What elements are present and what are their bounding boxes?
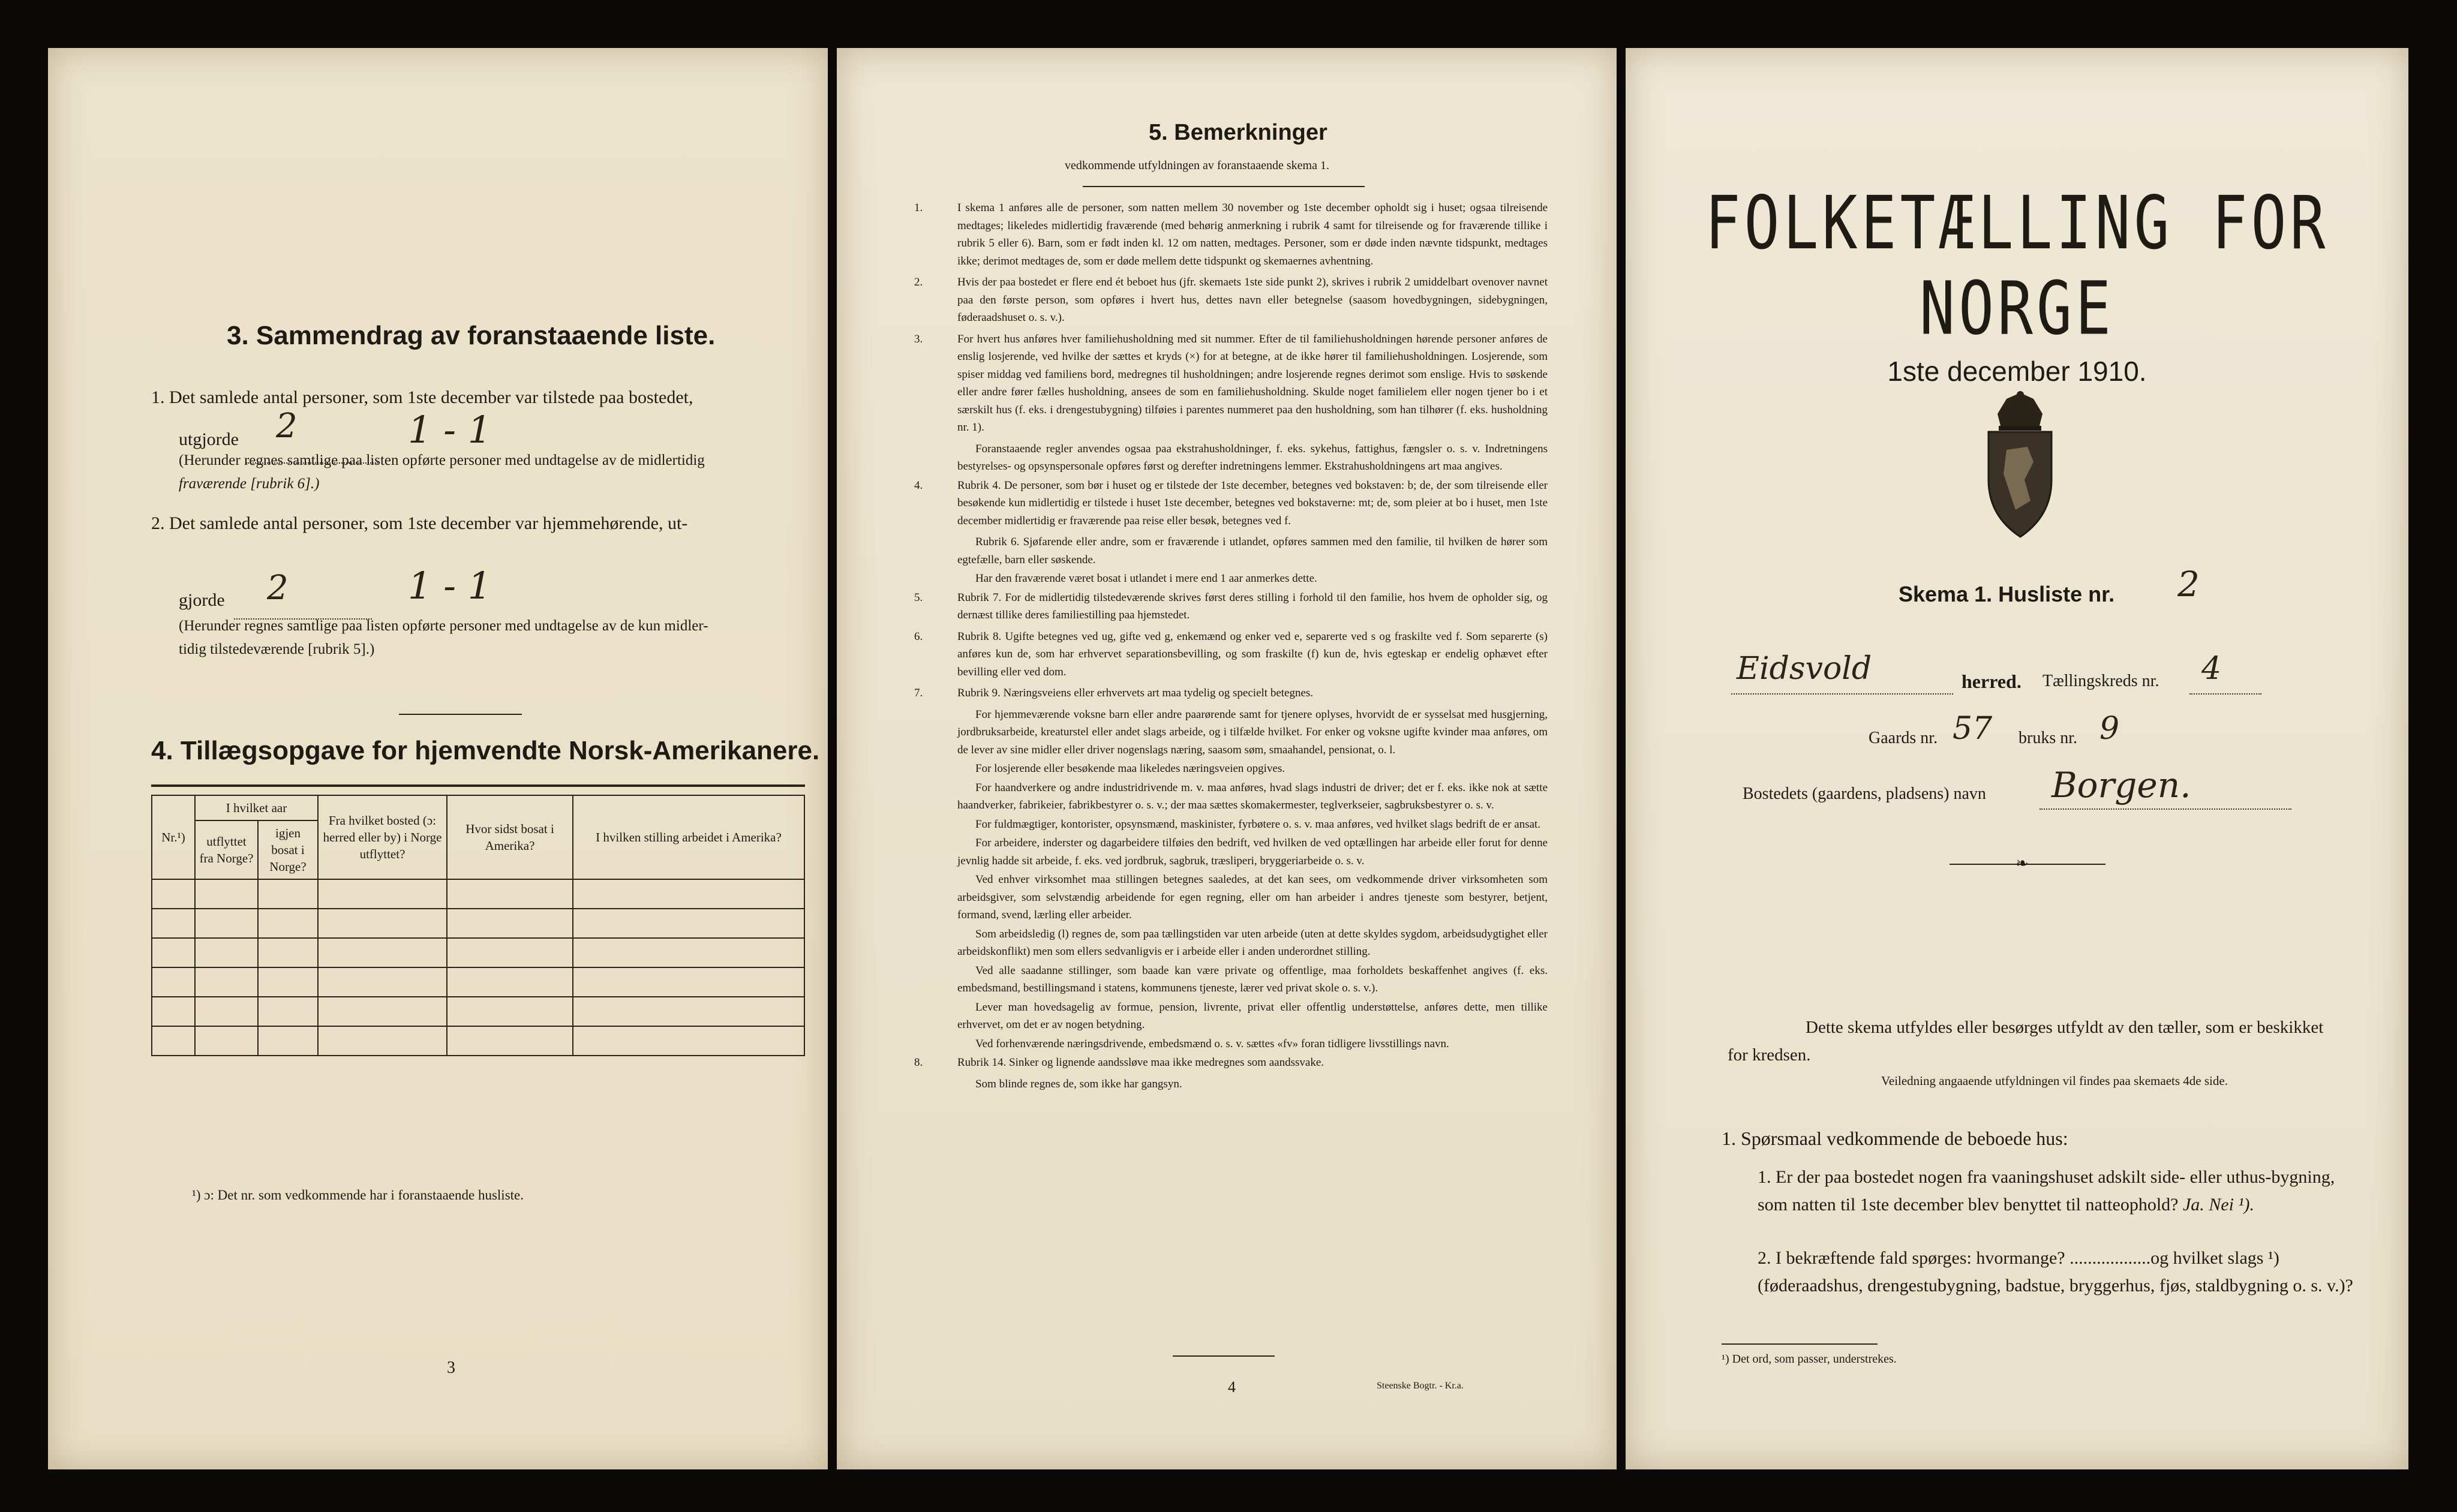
table-row bbox=[152, 1026, 804, 1056]
remark-item bbox=[936, 779, 1548, 814]
remark-number: 3. bbox=[914, 332, 923, 345]
item-1-handwritten-value: 2 bbox=[276, 407, 298, 446]
norway-coat-of-arms-icon bbox=[1974, 390, 2066, 540]
remark-item bbox=[914, 684, 1548, 702]
remark-text: For fuldmægtiger, kontorister, opsynsmænd, maskinister, fyrbøtere o. s. v. maa anføres, ved hvilket slags bedrift de er ansat. bbox=[975, 817, 1541, 831]
husliste-nr-value: 2 bbox=[2177, 564, 2200, 605]
question-1: 1. Er der paa bostedet nogen fra vaaningshuset adskilt side- eller uthus-bygning, som natten til 1ste december blev benyttet til natteophold? Ja. Nei ¹). bbox=[1758, 1167, 2335, 1215]
instruction-note: Veiledning angaaende utfyldningen vil findes paa skemaets 4de side. bbox=[1881, 1074, 2228, 1088]
col-from-place: Fra hvilket bosted (ɔ: herred eller by) i Norge utflyttet? bbox=[318, 795, 447, 879]
item-2-gjorde-label: gjorde bbox=[179, 590, 225, 610]
remark-item bbox=[914, 628, 1548, 681]
remark-item bbox=[914, 199, 1548, 270]
bruks-value: 9 bbox=[2099, 711, 2120, 747]
remark-item bbox=[936, 760, 1548, 778]
remark-text: Ved forhenværende næringsdrivende, embedsmænd o. s. v. sættes «fv» foran tidligere livsstillings navn. bbox=[975, 1037, 1449, 1050]
remark-text: Rubrik 14. Sinker og lignende aandssløve maa ikke medregnes som aandssvake. bbox=[957, 1056, 1324, 1069]
remark-item bbox=[936, 871, 1548, 924]
remarks-list bbox=[914, 199, 1548, 1094]
remarks-end-rule bbox=[1173, 1355, 1275, 1357]
section-4-footnote: ¹) ɔ: Det nr. som vedkommende har i foranstaaende husliste. bbox=[192, 1188, 524, 1203]
bosted-label: Bostedets (gaardens, pladsens) navn bbox=[1743, 784, 1986, 803]
remark-text: Foranstaaende regler anvendes ogsaa paa ekstrahusholdninger, f. eks. sykehus, fattighus, fængsler o. s. v. Indretningens bestyrelses- og opsynspersonale opføres først og derefter indretningens lemmer. Ekstrahusholdningens art maa angives. bbox=[957, 442, 1548, 473]
question-2: 2. I bekræftende fald spørges: hvormange? ..................og hvilket slags ¹) (føderaadshus, drengestubygning, badstue, bryggerhus, fjøs, staldbygning o. s. v.)? bbox=[1758, 1248, 2353, 1295]
remark-item bbox=[936, 834, 1548, 870]
remark-text: Rubrik 4. De personer, som bør i huset og er tilstede der 1ste december, betegnes ved bokstaven: b; de, der som tilreisende eller besøkende kun midlertidig er tilstede i huset 1ste december, betegnes ved bokstaverne: mt; de, som pleier at bo i huset, men 1ste december midlertidig er fraværende paa reise eller besøk, betegnes ved f. bbox=[957, 479, 1548, 527]
ornament-icon: ❧ bbox=[2016, 855, 2029, 872]
remark-item bbox=[914, 589, 1548, 624]
remark-text: Hvis der paa bostedet er flere end ét beboet hus (jfr. skemaets 1ste side punkt 2), skrives i rubrik 2 umiddelbart ovenover navnet paa den første person, som opføres i hvert hus, dettes navn eller betegnelse (saasom hovedbygningen, sidebygningen, føderaadshuset o. s. v.). bbox=[957, 276, 1548, 324]
remark-item bbox=[914, 273, 1548, 327]
remark-item bbox=[914, 1054, 1548, 1072]
table-row bbox=[152, 879, 804, 909]
herred-label: herred. bbox=[1962, 671, 2022, 692]
kreds-value: 4 bbox=[2201, 651, 2222, 687]
table-row bbox=[152, 909, 804, 938]
section-3-title: 3. Sammendrag av foranstaaende liste. bbox=[227, 321, 716, 350]
table-row bbox=[152, 938, 804, 967]
remark-item bbox=[936, 816, 1548, 834]
remarks-title-rule bbox=[1083, 186, 1365, 187]
remark-text: For losjerende eller besøkende maa likeledes næringsveien opgives. bbox=[975, 762, 1285, 775]
remark-text: Som blinde regnes de, som ikke har gangsyn. bbox=[975, 1077, 1182, 1090]
col-last-residence: Hvor sidst bosat i Amerika? bbox=[447, 795, 573, 879]
remark-item bbox=[914, 330, 1548, 437]
gaards-value: 57 bbox=[1953, 711, 1993, 747]
question-1-answer: Ja. Nei ¹). bbox=[2182, 1195, 2254, 1215]
item-1-handwritten-mark: 1 - 1 bbox=[408, 408, 492, 452]
remark-text: For arbeidere, inderster og dagarbeidere tilføies den bedrift, ved hvilken de ved optællingen har arbeide eller forut for denne jevnlig hadde sit arbeide, f. eks. ved jordbruk, sagbruk, træsliperi, bryggeriarbeide o. s. v. bbox=[957, 837, 1548, 867]
section-3-item-1: 1. Det samlede antal personer, som 1ste december var tilstede paa bostedet, bbox=[151, 387, 693, 407]
remark-item bbox=[936, 1035, 1548, 1053]
kreds-label: Tællingskreds nr. bbox=[2043, 672, 2159, 690]
page-number-3: 3 bbox=[447, 1358, 455, 1377]
page-1 bbox=[1626, 48, 2408, 1469]
item-1-note-line-2: fraværende [rubrik 6].) bbox=[179, 476, 320, 492]
item-2-note-line-1: (Herunder regnes samtlige paa listen opførte personer med undtagelse av de kun midler- bbox=[179, 618, 708, 634]
remark-text: Lever man hovedsagelig av formue, pension, livrente, privat eller offentlig understøttelse, anføres dette, men tillike erhvervet, om det er av nogen betydning. bbox=[957, 1000, 1548, 1031]
section-4-rule bbox=[151, 784, 805, 787]
remark-item bbox=[936, 570, 1548, 588]
norsk-amerikanere-table bbox=[151, 795, 805, 1056]
remark-item bbox=[936, 999, 1548, 1034]
remark-text: Rubrik 8. Ugifte betegnes ved ug, gifte ved g, enkemænd og enker ved e, separerte ved s og fraskilte ved f. Som separerte (s) anføres kun de, som har erhvervet separationsbevilling, og som fraskilte (f) kun de, hvis egteskap er endelig ophævet efter bevilling eller ved dom. bbox=[957, 630, 1548, 678]
remark-item bbox=[936, 1075, 1548, 1093]
remark-text: Ved alle saadanne stillinger, som baade kan være private og offentlige, maa forholdets beskaffenhet angives (f. eks. embedsmand, bestillingsmand i statens, kommunens tjeneste, lærer ved privat skole o. s. v.). bbox=[957, 964, 1548, 994]
main-title: FOLKETÆLLING FOR NORGE bbox=[1705, 181, 2329, 352]
remark-text: Som arbeidsledig (l) regnes de, som paa tællingstiden var uten arbeide (uten at dette skyldes sygdom, arbeidsudygtighet eller arbeidskonflikt) men som ellers sedvanligvis er i arbeide eller i anden underordnet stilling. bbox=[957, 927, 1548, 958]
remarks-subtitle: vedkommende utfyldningen av foranstaaende skema 1. bbox=[1065, 159, 1329, 172]
bruks-label: bruks nr. bbox=[2019, 729, 2077, 747]
section-3-item-2: 2. Det samlede antal personer, som 1ste december var hjemmehørende, ut- bbox=[151, 513, 688, 533]
item-2-handwritten-value: 2 bbox=[267, 569, 289, 608]
page-number-4: 4 bbox=[1228, 1378, 1236, 1396]
remark-item bbox=[936, 962, 1548, 997]
col-emigrated: utflyttet fra Norge? bbox=[195, 820, 258, 879]
remark-number: 1. bbox=[914, 202, 923, 214]
page-1-footnote: ¹) Det ord, som passer, understrekes. bbox=[1722, 1352, 1897, 1366]
remark-number: 6. bbox=[914, 630, 923, 643]
col-returned: igjen bosat i Norge? bbox=[258, 820, 318, 879]
remark-text: For haandverkere og andre industridrivende m. v. maa anføres, hvad slags industri de driver; det er f. eks. ikke nok at sætte haandverker, fabrikeier, fabrikbestyrer o. s. v.; der maa sættes skomakermester, teglverkseier, sagbruksbestyrer o. s. v. bbox=[957, 781, 1548, 811]
remark-item bbox=[936, 533, 1548, 569]
remark-text: Rubrik 9. Næringsveiens eller erhvervets art maa tydelig og specielt betegnes. bbox=[957, 687, 1314, 699]
gaards-label: Gaards nr. bbox=[1869, 729, 1938, 747]
remark-text: Rubrik 7. For de midlertidig tilstedeværende skrives først deres stilling i forhold til den familie, hos hvem de opholder sig, og dernæst tillike deres familiestilling paa hjemstedet. bbox=[957, 591, 1548, 621]
remark-number: 2. bbox=[914, 276, 923, 288]
remark-text: Ved enhver virksomhet maa stillingen betegnes saaledes, at det kan sees, om vedkommende driver virksomheten som arbeidsgiver, som selvstændig arbeidende for egen regning, eller om han arbeider i andres tjeneste som bestyrer, betjent, formand, svend, lærling eller arbeider. bbox=[957, 873, 1548, 921]
remark-number: 5. bbox=[914, 591, 923, 604]
remark-number: 4. bbox=[914, 479, 923, 492]
remark-number: 7. bbox=[914, 687, 923, 699]
remark-text: Har den fraværende været bosat i utlandet i mere end 1 aar anmerkes dette. bbox=[975, 572, 1317, 585]
remark-item bbox=[914, 477, 1548, 530]
table-row bbox=[152, 967, 804, 997]
item-2-handwritten-mark: 1 - 1 bbox=[408, 564, 492, 608]
table-row bbox=[152, 997, 804, 1026]
item-1-note-line-1: (Herunder regnes samtlige paa listen opførte personer med undtagelse av de midlertidig bbox=[179, 452, 705, 468]
item-2-note-line-2: tidig tilstedeværende [rubrik 5].) bbox=[179, 641, 375, 657]
remark-item bbox=[936, 706, 1548, 759]
remark-item bbox=[936, 440, 1548, 476]
bosted-value: Borgen. bbox=[2051, 765, 2191, 805]
question-section-title: 1. Spørsmaal vedkommende de beboede hus: bbox=[1722, 1128, 2068, 1149]
printer-mark: Steenske Bogtr. - Kr.a. bbox=[1377, 1381, 1464, 1391]
col-nr: Nr.¹) bbox=[152, 795, 195, 879]
remark-item bbox=[936, 925, 1548, 961]
section-4-title: 4. Tillægsopgave for hjemvendte Norsk-Amerikanere. bbox=[151, 736, 820, 765]
remark-text: For hjemmeværende voksne barn eller andre paarørende samt for tjenere oplyses, hvorvidt de er sysselsat med husgjerning, jordbruksarbeide, kreaturstel eller andet slags arbeide, og i tilfælde hvilket. For enker og voksne ugifte kvinder maa anføres, om de lever av sine midler eller driver nogenslags næring, saasom søm, smaahandel, pensionat, o. l. bbox=[957, 708, 1548, 756]
census-date: 1ste december 1910. bbox=[1887, 356, 2147, 387]
remark-text: For hvert hus anføres hver familiehusholdning med sit nummer. Efter de til familiehusholdningen hørende personer anføres de enslig losjerende, ved hvilke der sættes et kryds (×) for at betegne, at de ikke hører til familiehusholdningen. Losjerende, som spiser middag ved familiens bord, medregnes til husholdningen; andre losjerende regnes derimot som enslige. Hvis to søskende eller andre fører fælles husholdning, ansees de som en familiehusholdning. Skulde noget familielem eller nogen tjener bo i et særskilt hus (f. eks. i drengestubygning) tilføies i parentes nummeret paa den husholdning, som han tilhører (f. eks. husholdning nr. 1). bbox=[957, 332, 1548, 434]
remark-number: 8. bbox=[914, 1056, 923, 1069]
remark-text: I skema 1 anføres alle de personer, som natten mellem 30 november og 1ste december opholdt sig i huset; ogsaa tilreisende medtages; likeledes midlertidig fraværende (med behørig anmerkning i rubrik 4 samt for tilreisende og for fraværende tillike i rubrik 5 eller 6). Barn, som er født inden kl. 12 om natten, medtages. Personer, som er døde inden nævnte tidspunkt, medtages ikke; derimot medtages de, som er døde mellem dette tidspunkt og skemaernes avhentning. bbox=[957, 202, 1548, 267]
remark-text: Rubrik 6. Sjøfarende eller andre, som er fraværende i utlandet, opføres sammen med den familie, til hvilken de hører som egtefælle, barn eller søskende. bbox=[957, 536, 1548, 566]
divider bbox=[399, 714, 522, 715]
col-year-group: I hvilket aar bbox=[195, 795, 318, 820]
page-3 bbox=[48, 48, 828, 1469]
col-occupation: I hvilken stilling arbeidet i Amerika? bbox=[573, 795, 804, 879]
skema-label: Skema 1. Husliste nr. bbox=[1899, 582, 2115, 606]
herred-value: Eidsvold bbox=[1737, 651, 1872, 687]
page-4 bbox=[837, 48, 1617, 1469]
item-1-utgjorde-label: utgjorde bbox=[179, 429, 239, 449]
footnote-rule bbox=[1722, 1343, 1878, 1345]
remarks-title: 5. Bemerkninger bbox=[1149, 120, 1327, 145]
instruction-text: Dette skema utfyldes eller besørges utfyldt av den tæller, som er beskikket for kredsen. bbox=[1728, 1018, 2324, 1065]
